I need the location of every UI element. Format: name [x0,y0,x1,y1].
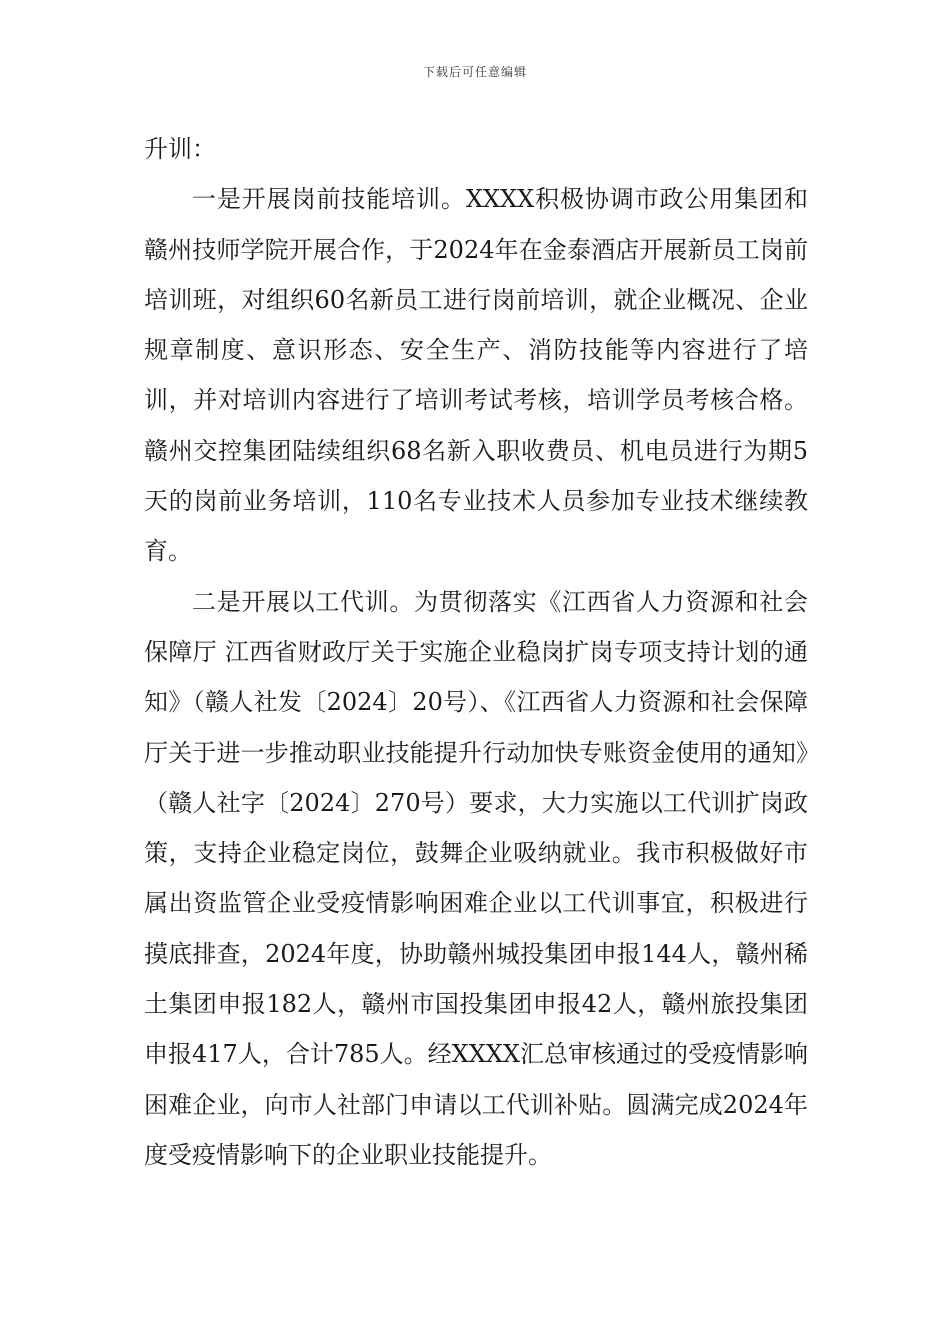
paragraph-pre-job-training: 一是开展岗前技能培训。XXXX积极协调市政公用集团和赣州技师学院开展合作，于2024年在金泰酒店开展新员工岗前培训班，对组织60名新员工进行岗前培训，就企业概况、企业规章制度、意识形态、安全生产、消防技能等内容进行了培训，并对培训内容进行了培训考试考核，培训学员考核合格。赣州交控集团陆续组织68名新入职收费员、机电员进行为期5天的岗前业务培训，110名专业技术人员参加专业技术继续教育。 [144,185,808,566]
paragraph-work-for-training: 二是开展以工代训。为贯彻落实《江西省人力资源和社会保障厅 江西省财政厅关于实施企业稳岗扩岗专项支持计划的通知》（赣人社发〔2024〕20号）、《江西省人力资源和社会保障厅关于进一步推动职业技能提升行动加快专账资金使用的通知》（赣人社字〔2024〕270号）要求，大力实施以工代训扩岗政策，支持企业稳定岗位，鼓舞企业吸纳就业。我市积极做好市属出资监管企业受疫情影响困难企业以工代训事宜，积极进行摸底排查，2024年度，协助赣州城投集团申报144人，赣州稀土集团申报182人，赣州市国投集团申报42人，赣州旅投集团申报417人，合计785人。经XXXX汇总审核通过的受疫情影响困难企业，向市人社部门申请以工代训补贴。圆满完成2024年度受疫情影响下的企业职业技能提升。 [144,587,808,1169]
page-header: 下载后可任意编辑 [422,65,527,79]
document-body [144,124,808,1180]
paragraph-intro: 升训： [144,135,216,163]
